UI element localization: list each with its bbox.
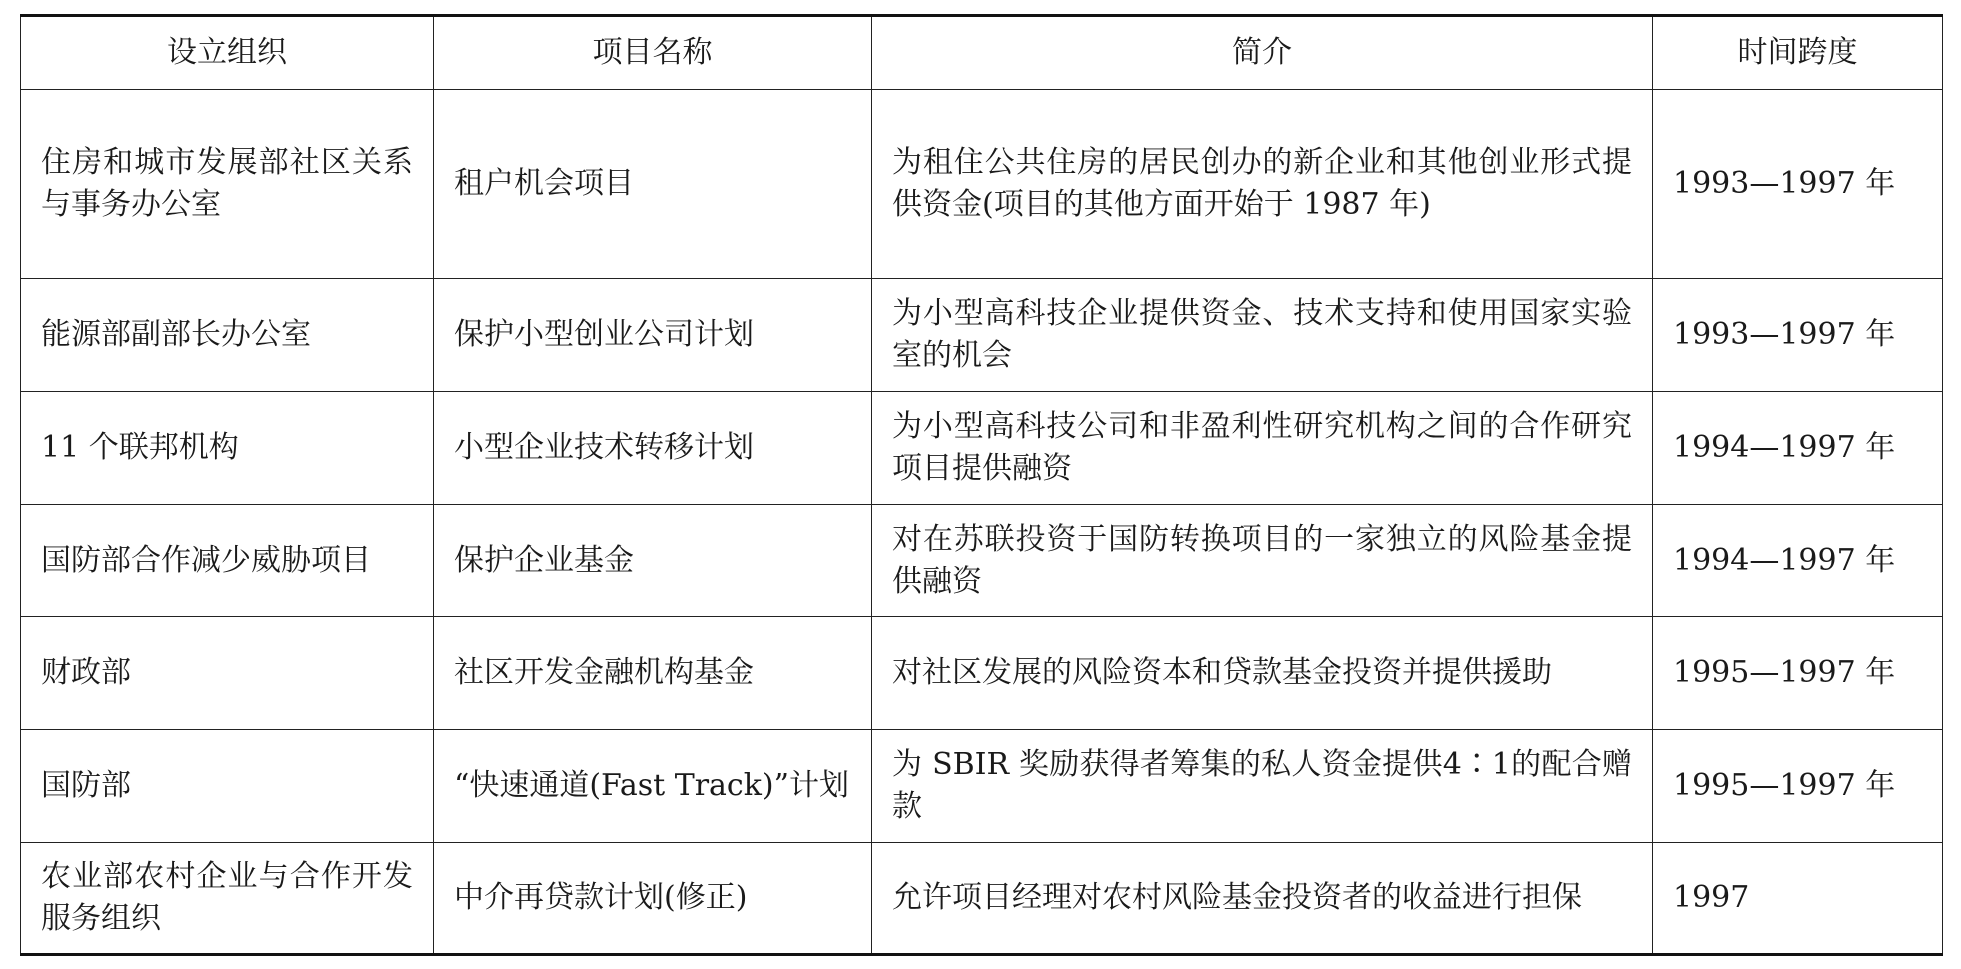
programs-table [20,14,1943,956]
cell-organization: 国防部 [21,730,434,843]
cell-time-span: 1993—1997 年 [1653,279,1943,392]
cell-description: 对在苏联投资于国防转换项目的一家独立的风险基金提供融资 [872,505,1653,617]
column-header-organization: 设立组织 [21,16,434,90]
cell-project-name: 租户机会项目 [434,90,872,279]
table-row [21,730,1943,843]
cell-project-name: 社区开发金融机构基金 [434,617,872,730]
table-row [21,279,1943,392]
cell-project-name: 保护小型创业公司计划 [434,279,872,392]
cell-organization: 能源部副部长办公室 [21,279,434,392]
cell-description: 为 SBIR 奖励获得者筹集的私人资金提供4∶1的配合赠款 [872,730,1653,843]
cell-time-span: 1995—1997 年 [1653,617,1943,730]
column-header-time-span: 时间跨度 [1653,16,1943,90]
table-row [21,505,1943,617]
cell-project-name: 保护企业基金 [434,505,872,617]
cell-description: 为小型高科技公司和非盈利性研究机构之间的合作研究项目提供融资 [872,392,1653,505]
table-row [21,617,1943,730]
column-header-description: 简介 [872,16,1653,90]
cell-description: 允许项目经理对农村风险基金投资者的收益进行担保 [872,843,1653,955]
table-row [21,843,1943,955]
cell-project-name: 小型企业技术转移计划 [434,392,872,505]
table-header-row [21,16,1943,90]
cell-time-span: 1993—1997 年 [1653,90,1943,279]
cell-project-name: 中介再贷款计划(修正) [434,843,872,955]
cell-description: 对社区发展的风险资本和贷款基金投资并提供援助 [872,617,1653,730]
cell-description: 为小型高科技企业提供资金、技术支持和使用国家实验室的机会 [872,279,1653,392]
column-header-project-name: 项目名称 [434,16,872,90]
table-row [21,90,1943,279]
cell-time-span: 1997 [1653,843,1943,955]
programs-table-container [20,14,1942,956]
cell-organization: 住房和城市发展部社区关系与事务办公室 [21,90,434,279]
cell-project-name: “快速通道(Fast Track)”计划 [434,730,872,843]
cell-time-span: 1994—1997 年 [1653,392,1943,505]
cell-time-span: 1994—1997 年 [1653,505,1943,617]
cell-organization: 财政部 [21,617,434,730]
table-row [21,392,1943,505]
cell-organization: 11 个联邦机构 [21,392,434,505]
cell-organization: 国防部合作减少威胁项目 [21,505,434,617]
cell-organization: 农业部农村企业与合作开发服务组织 [21,843,434,955]
cell-time-span: 1995—1997 年 [1653,730,1943,843]
cell-description: 为租住公共住房的居民创办的新企业和其他创业形式提供资金(项目的其他方面开始于 1987 年) [872,90,1653,279]
